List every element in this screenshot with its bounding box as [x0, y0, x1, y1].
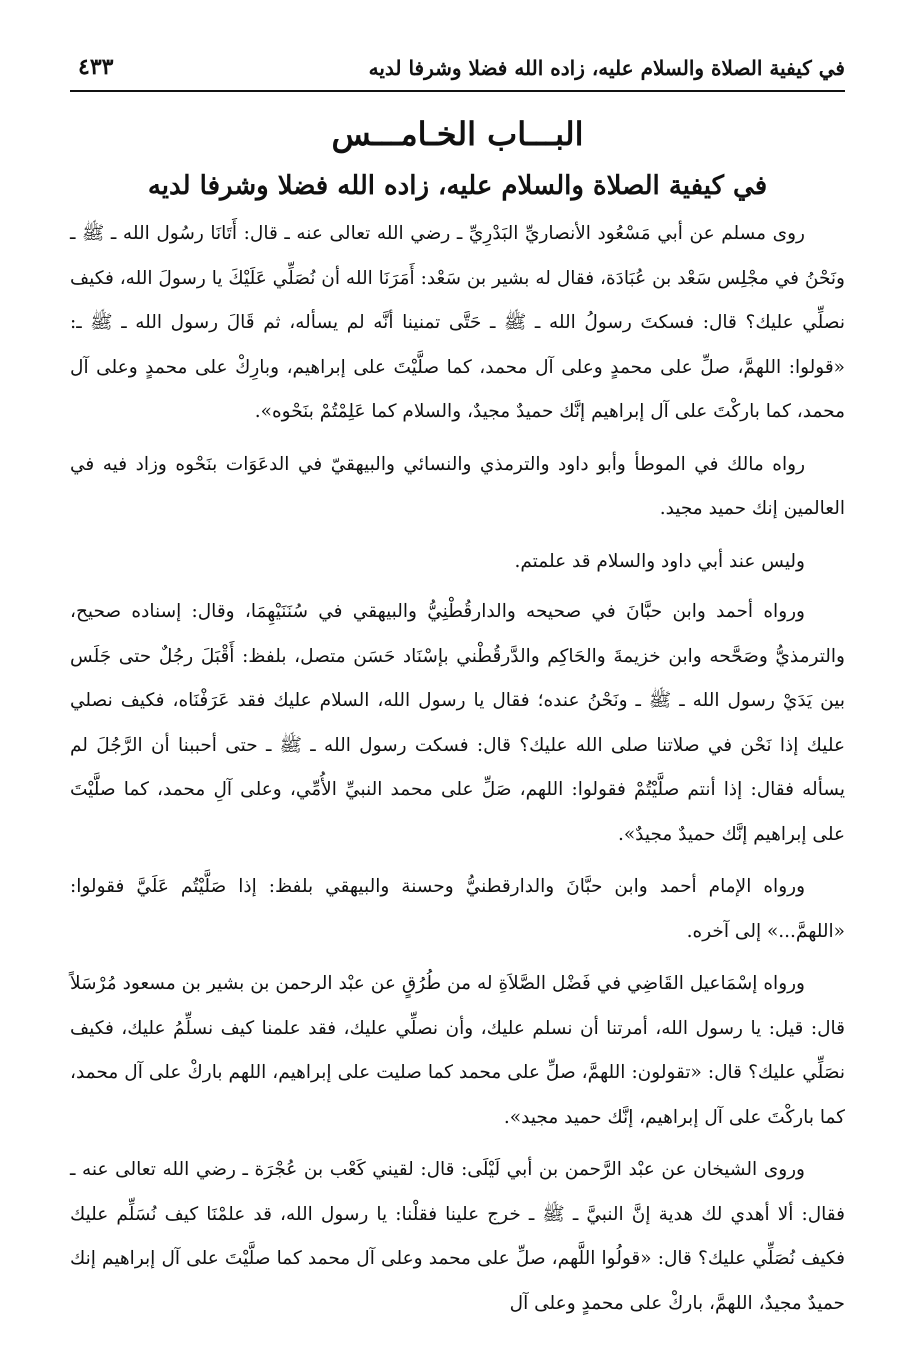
running-title: في كيفية الصلاة والسلام عليه، زاده الله فضلا وشرفا لديه — [368, 56, 845, 80]
paragraph-3: وليس عند أبي داود والسلام قد علمتم. — [514, 550, 805, 572]
paragraph-6: ورواه إسْمَاعيل القَاضِي في فَضْل الصَّلاَةِ له من طُرُقٍ عن عبْد الرحمن بن بشير بن مسعود مُرْسَلاً قال: قيل: يا رسول الله، أمرتنا أن نسلم عليك، وأن نصلِّي عليك، فقد علمنا كيف نسلِّمُ عليك، فكيف نصَلِّي عليك؟ قال: «تقولون: اللهمَّ، صلِّ على محمد كما صليت على إبراهيم، اللهم باركْ على آل محمد، كما باركْتَ على آل إبراهيم، إنَّك حميد مجيد». — [70, 973, 845, 1128]
paragraph-7: وروى الشيخان عن عبْد الرَّحمن بن أبي لَيْلَى: قال: لقيني كَعْب بن عُجْرَة ـ رضي الله تعالى عنه ـ فقال: ألا أهدي لك هدية إنَّ النبيَّ ـ ﷺ ـ خرج علينا فقلْنا: يا رسول الله، قد علمْنَا كيف نُسَلِّم عليك فكيف نُصَلِّي عليك؟ قال: «قولُوا اللَّهم، صلِّ على محمد وعلى آل محمد كما صلَّيْتَ على آل إبراهيم إنك حميدٌ مجيدٌ، اللهمَّ، باركْ على محمدٍ وعلى آل — [70, 1159, 845, 1314]
chapter-title: البـــاب الخـامـــس — [331, 115, 584, 153]
page-number: ٤٣٣ — [78, 54, 114, 80]
running-header — [70, 52, 845, 92]
paragraph-1: روى مسلم عن أبي مَسْعُود الأنصاريِّ البَدْرِيِّ ـ رضي الله تعالى عنه ـ قال: أَتَانَا رسُول الله ـ ﷺ ـ ونَحْنُ في مجْلِس سَعْد بن عُبَادَة، فقال له بشير بن سَعْد: أَمَرَنَا الله أن نُصَلِّي عَلَيْكَ يا رسولَ الله، فكيف نصلِّي عليك؟ قال: فسكتَ رسولُ الله ـ ﷺ ـ حَتَّى تمنينا أنَّه لم يسأله، ثم قَالَ رسول الله ـ ﷺ ـ: «قولوا: اللهمَّ، صلِّ على محمدٍ وعلى آل محمد، كما صلَّيْتَ على إبراهيم، وبارِكْ على محمدٍ وعلى آل محمد، كما باركْتَ على آل إبراهيم إنَّك حميدٌ مجيدٌ، والسلام كما عَلِمْتُمْ بنَحْوه». — [70, 223, 845, 422]
chapter-subtitle: في كيفية الصلاة والسلام عليه، زاده الله فضلا وشرفا لديه — [147, 171, 768, 201]
paragraph-5: ورواه الإمام أحمد وابن حبَّانَ والدارقطنيُّ وحسنة والبيهقي بلفظ: إذا صَلَّيْتُم عَلَيَّ فقولوا: «اللهمَّ...» إلى آخره. — [70, 876, 845, 942]
book-page — [70, 52, 845, 1352]
paragraph-2: رواه مالك في الموطأ وأبو داود والترمذي والنسائي والبيهقيّ في الدعَوَات بنَحْوه وزاد فيه في العالمين إنك حميد مجيد. — [70, 453, 845, 519]
paragraph-4: ورواه أحمد وابن حبَّانَ في صحيحه والدارقُطْنِيُّ والبيهقي في سُنَنَيْهِمَا، وقال: إسناده صحيح، والترمذيُّ وصَحَّحه وابن خزيمةَ والحَاكِم والدَّرقُطْني بإسْنَاد حَسَن متصل، بلفظ: أَقْبَلَ رجُلٌ حتى جَلَس بين يَدَيْ رسول الله ـ ﷺ ـ ونَحْنُ عنده؛ فقال يا رسول الله، السلام عليك فقد عَرَفْنَاه، فكيف نصلي عليك إذا نَحْن في صلاتنا صلى الله عليك؟ قال: فسكت رسول الله ـ ﷺ ـ حتى أحببنا أن الرَّجُلَ لم يسأله فقال: إذا أنتم صلَّيْتُمْ فقولوا: اللهم، صَلِّ على محمد النبيِّ الأُمِّي، وعلى آلِ محمد، كما صلَّيْتَ على إبراهيم إنَّك حميدٌ مجيدٌ». — [70, 601, 845, 845]
